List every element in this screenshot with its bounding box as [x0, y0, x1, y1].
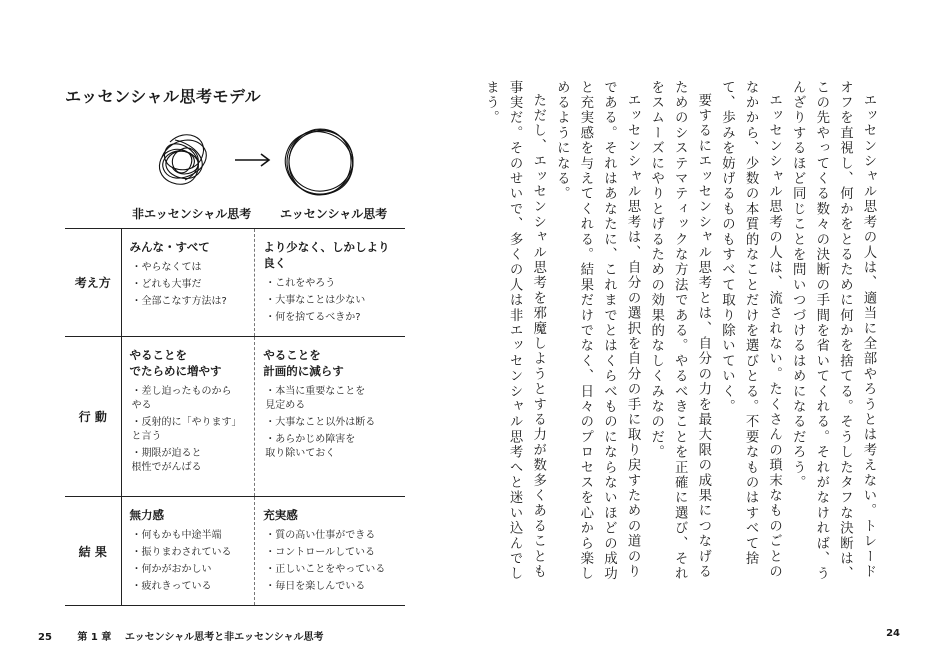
paragraph: ただし、エッセンシャル思考を邪魔しようとする力が数多くあることも事実だ。そのせいで、多くの人は非エッセンシャル思考へと迷い込んでしまう。 [483, 80, 546, 582]
non-essential-cell [121, 497, 255, 606]
body-text [479, 80, 880, 585]
list-item: ・何かがおかしい [131, 564, 212, 575]
table-row [65, 229, 405, 337]
cell-heading: 無力感 [129, 508, 165, 522]
list-item: ・コントロールしている [265, 547, 376, 558]
paragraph: エッセンシャル思考の人は、適当に全部やろうとは考えない。トレードオフを直視し、何かをとるために何かを捨てる。そうしたタフな決断は、この先やってくる数々の決断の手間を省いてくれる。それがなければ、うんざりするほど同じことを問いつづけるはめになるだろう。 [790, 80, 876, 582]
paragraph: 要するにエッセンシャル思考とは、自分の力を最大限の成果につなげるためのシステマティックな方法である。やるべきことを正確に選び、それをスムーズにやりとげるための効果的なしくみなのだ。 [648, 80, 711, 582]
cell-heading: やることを でたらめに増やす [129, 348, 222, 378]
list-item: ・大事なことは少ない [265, 295, 366, 306]
left-page-footer [38, 628, 324, 643]
list-item: ・質の高い仕事ができる [265, 530, 376, 541]
column-header-non-essential: 非エッセンシャル思考 [132, 207, 252, 221]
list-item: ・やらなくては [131, 262, 202, 273]
scribble-to-circle-diagram [140, 122, 400, 202]
row-label: 結 果 [78, 544, 107, 559]
non-essential-cell [121, 229, 255, 337]
cell-heading: より少なく、しかしより良く [263, 240, 390, 270]
cell-heading: みんな・すべて [129, 240, 210, 254]
list-item: ・何を捨てるべきか? [265, 312, 361, 323]
comparison-table [65, 228, 405, 606]
non-essential-cell [121, 337, 255, 497]
list-item: ・これをやろう [265, 278, 336, 289]
column-header-essential: エッセンシャル思考 [280, 207, 388, 221]
list-item: ・疲れきっている [131, 581, 212, 592]
table-row [65, 337, 405, 497]
list-item: ・本当に重要なことを 見定める [265, 386, 366, 411]
list-item: ・あらかじめ障害を 取り除いておく [265, 434, 356, 459]
paragraph: エッセンシャル思考の人は、流されない。たくさんの瑣末なものごとのなかから、少数の本質的なことだけを選びとる。不要なものはすべて捨て、歩みを妨げるものもすべて取り除いていく。 [719, 80, 782, 580]
list-item: ・どれも大事だ [131, 279, 202, 290]
page-number: 24 [886, 628, 900, 639]
essential-cell [255, 497, 405, 606]
essential-cell [255, 229, 405, 337]
list-item: ・何もかも中途半端 [131, 530, 222, 541]
model-title: エッセンシャル思考モデル [65, 87, 262, 106]
paragraph: エッセンシャル思考は、自分の選択を自分の手に取り戻すための道のりである。それはあなたに、これまでとはくらべものにならないほどの成功と充実感を与えてくれる。結果だけでなく、日々のプロセスを心から楽しめるようになる。 [554, 80, 641, 582]
list-item: ・差し迫ったものから やる [131, 386, 232, 411]
table-row [65, 497, 405, 606]
list-item: ・毎日を楽しんでいる [265, 581, 366, 592]
list-item: ・振りまわされている [131, 547, 232, 558]
clean-circle-icon [276, 122, 361, 202]
right-page [470, 0, 940, 661]
tangled-scribble-icon [159, 135, 206, 184]
chapter-label: 第 1 章 [77, 632, 112, 643]
list-item: ・大事なこと以外は断る [265, 417, 376, 428]
arrow-right-icon [235, 154, 269, 166]
list-item: ・反射的に「やります」 と言う [131, 417, 242, 442]
page-number: 25 [38, 632, 52, 643]
list-item: ・期限が迫ると 根性でがんばる [131, 448, 202, 473]
cell-heading: 充実感 [263, 508, 298, 522]
essential-cell [255, 337, 405, 497]
chapter-title: エッセンシャル思考と非エッセンシャル思考 [124, 632, 324, 643]
row-label: 考え方 [74, 276, 111, 290]
cell-heading: やることを 計画的に減らす [263, 348, 344, 378]
row-label: 行 動 [78, 410, 107, 424]
list-item: ・正しいことをやっている [265, 564, 386, 575]
list-item: ・全部こなす方法は? [131, 296, 227, 307]
